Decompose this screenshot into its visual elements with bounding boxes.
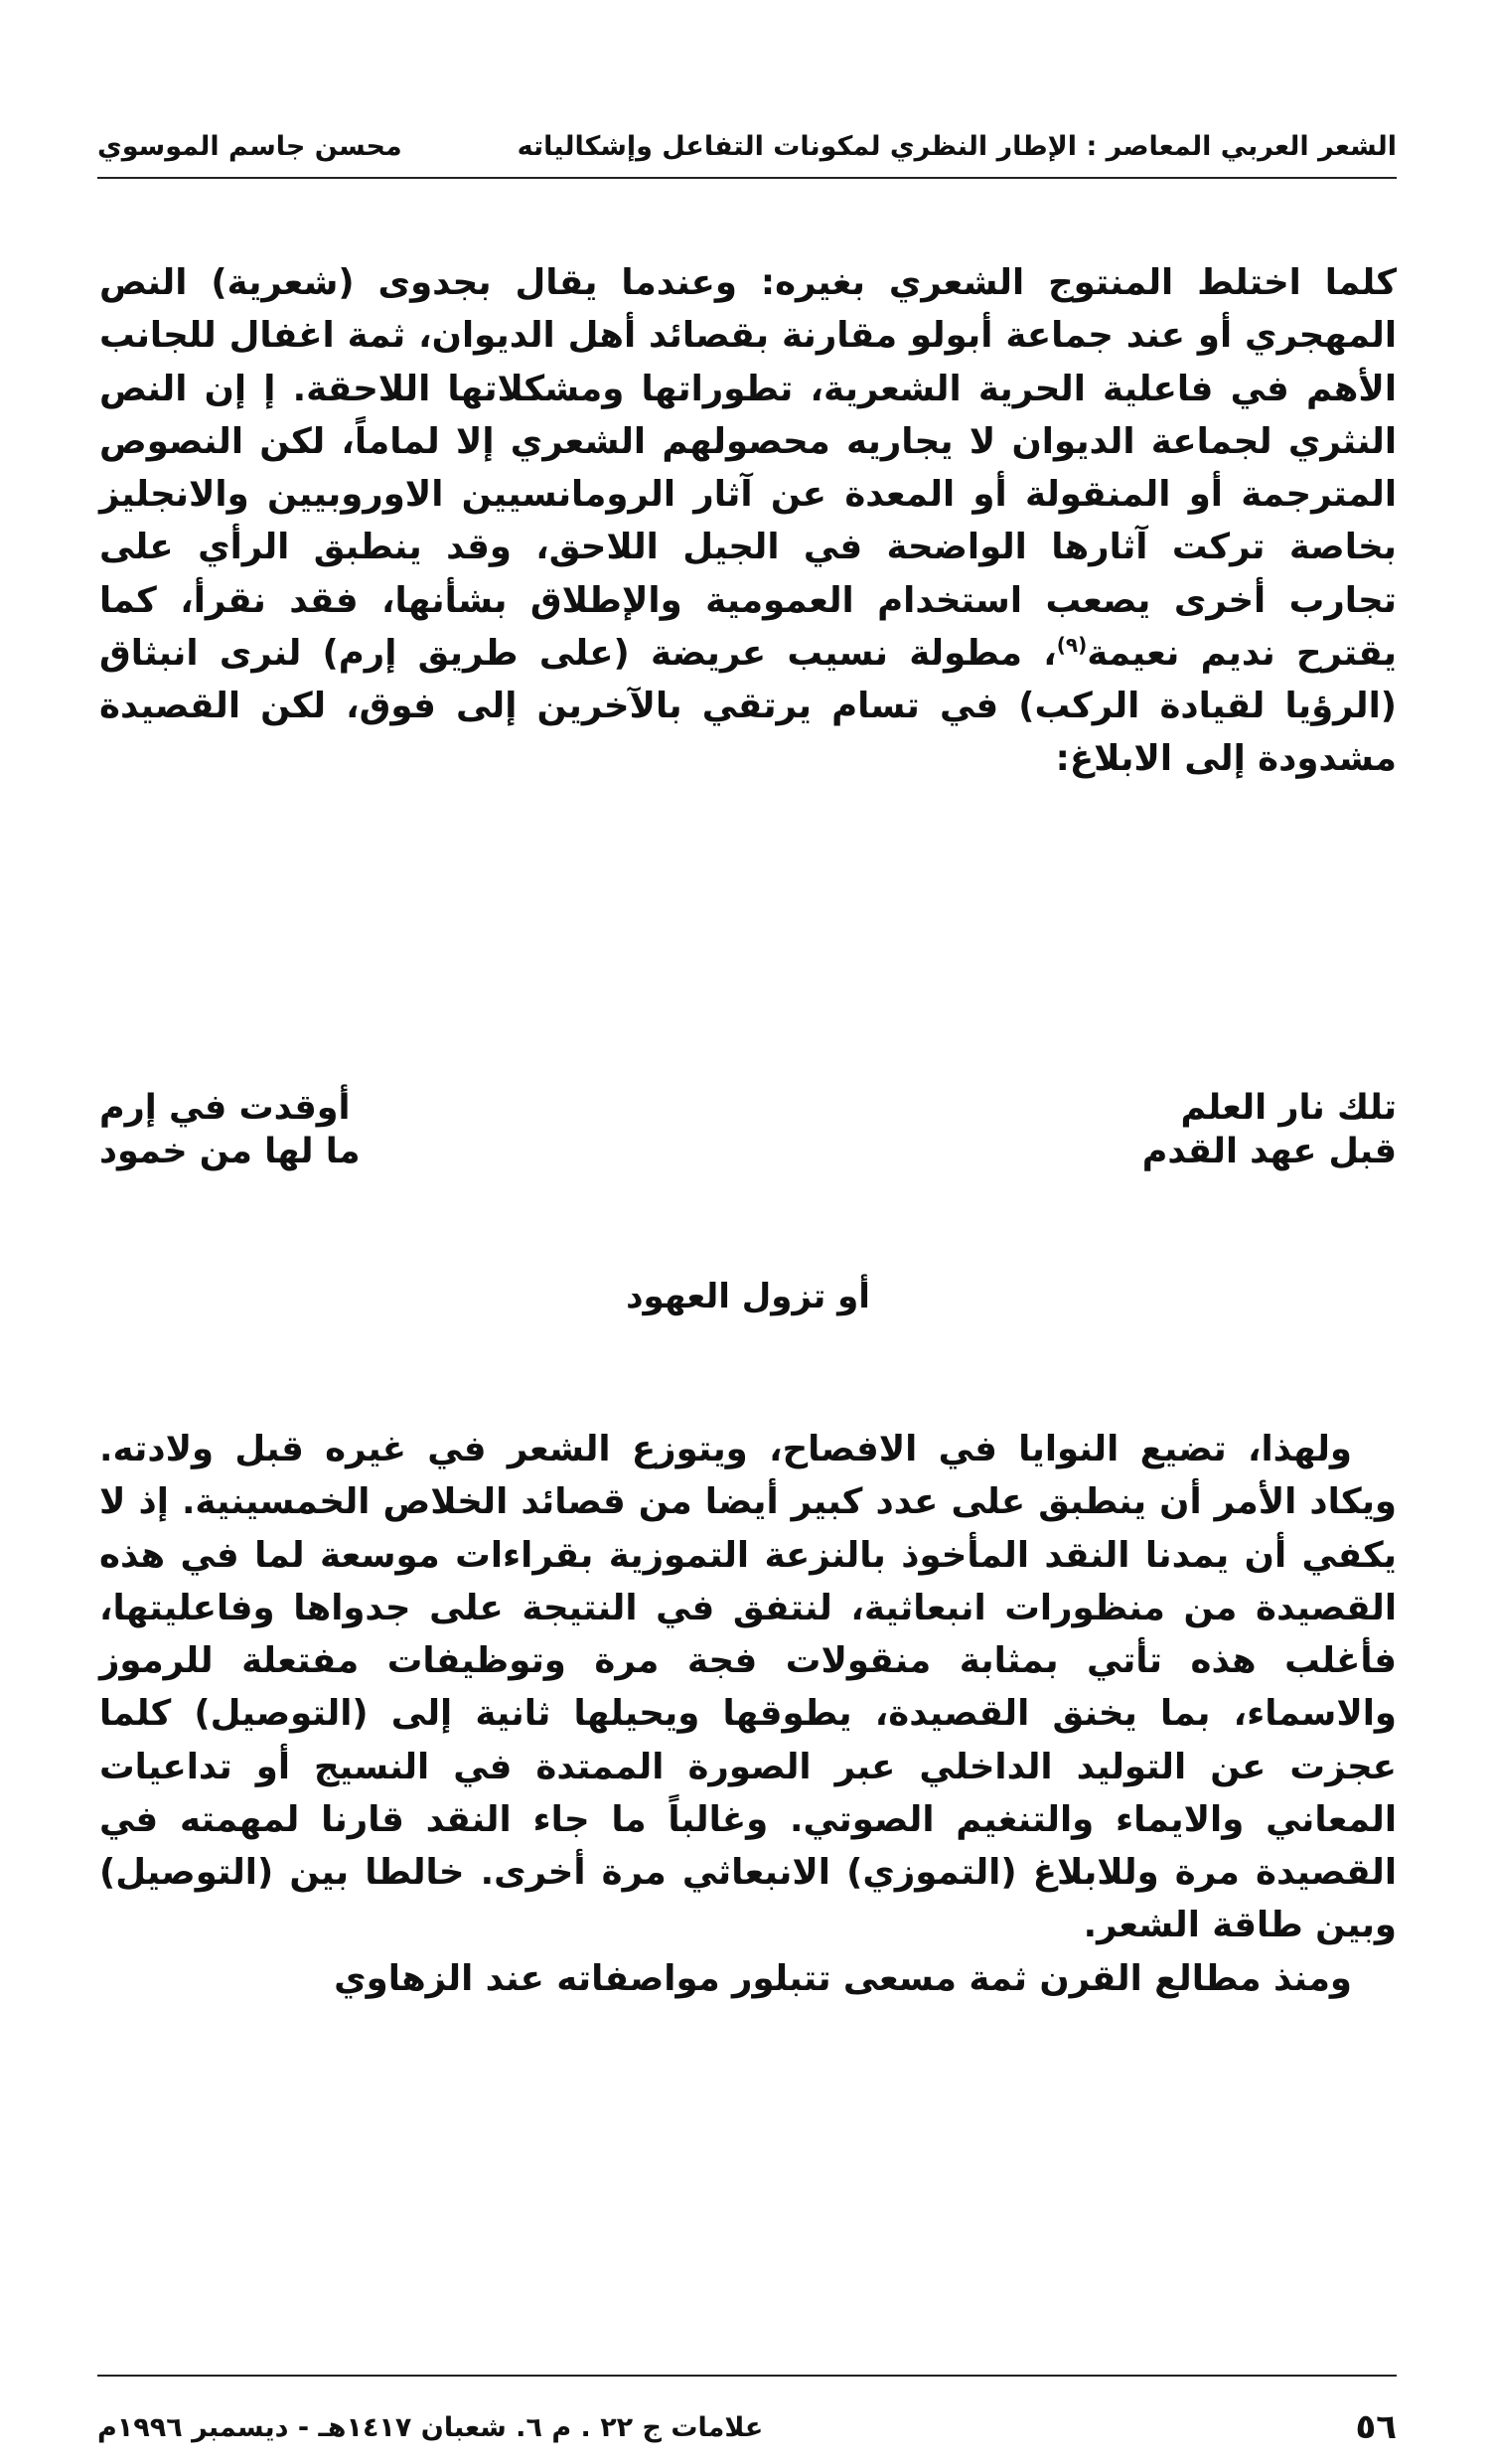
verse-line-2-first-hemistich: قبل عهد القدم xyxy=(1141,1132,1397,1171)
verse-tail-line: أو تزول العهود xyxy=(626,1277,870,1316)
footnote-reference: (٩) xyxy=(1056,632,1088,657)
verse-line-1-first-hemistich: تلك نار العلم xyxy=(1180,1088,1397,1128)
paragraph-2: ولهذا، تضيع النوايا في الافصاح، ويتوزع الشعر في غيره قبل ولادته. ويكاد الأمر أن ينطبق على عدد كبير أيضا من قصائد الخلاص الخمسينية. إذ لا يكفي أن يمدنا النقد المأخوذ بالنزعة التموزية بقراءات موسعة لما في هذه القصيدة من منظورات انبعاثية، لنتفق في النتيجة على جدواها وفاعليتها، فأغلب هذه تأتي بمثابة منقولات فجة مرة وتوظيفات مفتعلة للرموز والاسماء، بما يخنق القصيدة، يطوقها ويحيلها ثانية إلى (التوصيل) كلما عجزت عن التوليد الداخلي عبر الصورة الممتدة في النسيج أو تداعيات المعاني والايماء والتنغيم الصوتي. وغالباً ما جاء النقد قارنا لمهمته في القصيدة مرة وللابلاغ (التموزي) الانبعاثي مرة أخرى. خالطا بين (التوصيل) وبين طاقة الشعر. xyxy=(99,1429,1397,1946)
page-footer xyxy=(97,2402,1397,2452)
paragraph-3: ومنذ مطالع القرن ثمة مسعى تتبلور مواصفاته عند الزهاوي xyxy=(334,1957,1352,1999)
verse-line-2-second-hemistich: ما لها من خمود xyxy=(99,1132,361,1171)
author-name: محسن جاسم الموسوي xyxy=(97,130,402,162)
running-header xyxy=(97,111,1397,181)
paragraph-1-continuation: ، مطولة نسيب عريضة (على طريق إرم) لنرى انبثاق (الرؤيا لقيادة الركب) في تسام يرتقي بالآخرين إلى فوق، لكن القصيدة مشدودة إلى الابلاغ: xyxy=(99,632,1397,780)
verse-block xyxy=(99,1088,1397,1171)
journal-info: علامات ج ٢٢ . م ٦. شعبان ١٤١٧هـ - ديسمبر ١٩٩٦م xyxy=(97,2411,764,2443)
paragraph-1-text: كلما اختلط المنتوج الشعري بغيره: وعندما يقال بجدوى (شعرية) النص المهجري أو عند جماعة أبولو مقارنة بقصائد أهل الديوان، ثمة اغفال للجانب الأهم في فاعلية الحرية الشعرية، تطوراتها ومشكلاتها اللاحقة. إ إن النص النثري لجماعة الديوان لا يجاريه محصولهم الشعري إلا لماماً، لكن النصوص المترجمة أو المنقولة أو المعدة عن آثار الرومانسيين الاوروبيين والانجليز بخاصة تركت آثارها الواضحة في الجيل اللاحق، وقد ينطبق الرأي على تجارب أخرى يصعب استخدام العمومية والإطلاق بشأنها، فقد نقرأ، كما يقترح نديم نعيمة xyxy=(99,262,1397,674)
body-section-2 xyxy=(99,1423,1397,2005)
page-number: ٥٦ xyxy=(1355,2407,1397,2447)
footer-divider xyxy=(97,2375,1397,2377)
running-title: الشعر العربي المعاصر : الإطار النظري لمكونات التفاعل وإشكالياته xyxy=(517,130,1397,162)
body-paragraph-1 xyxy=(99,256,1397,786)
header-divider xyxy=(97,177,1397,179)
verse-line-1-second-hemistich: أوقدت في إرم xyxy=(99,1088,351,1128)
